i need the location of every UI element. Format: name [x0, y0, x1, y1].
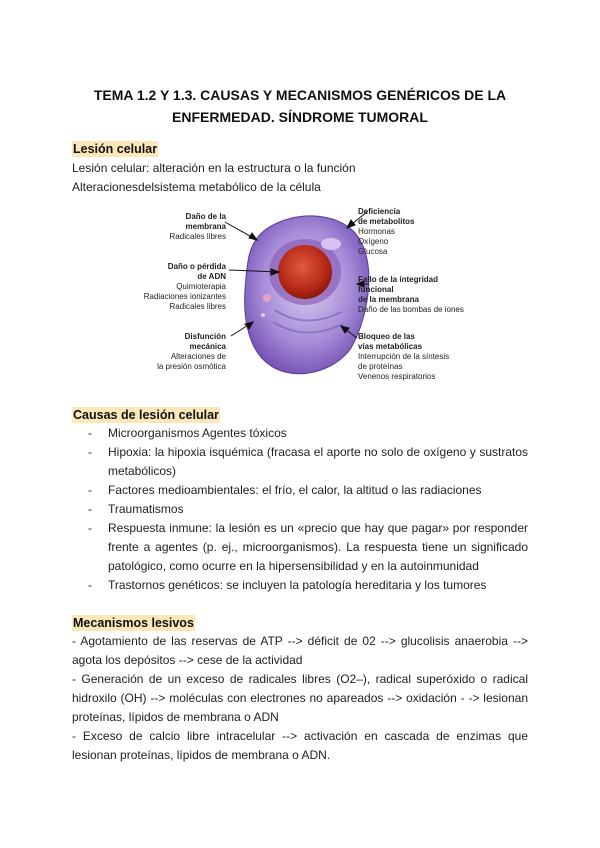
label-fallo-integridad: Fallo de la integridad funcional de la membrana Daño de las bombas de iones — [358, 275, 464, 314]
arrowhead — [249, 233, 257, 240]
mecanismos-heading: Mecanismos lesivos — [73, 616, 194, 630]
page-title — [60, 84, 540, 128]
mecanismo-1: - Agotamiento de las reservas de ATP --> déficit de 02 --> glucolisis anaerobia --> agota los depósitos --> cese de la actividad — [72, 634, 528, 667]
mecanismo-3: - Exceso de calcio libre intracelular --> activación en cascada de enzimas que lesionan proteínas, lípidos de membrana o ADN. — [72, 729, 528, 762]
list-item: - Hipoxia: la hipoxia isquémica (fracasa el aporte no solo de oxígeno y sustratos metabólicos) — [88, 445, 528, 478]
list-item: - Traumatismos — [88, 502, 184, 516]
label-dano-membrana: Daño de la membrana Radicales libres — [169, 212, 226, 241]
list-item: - Trastornos genéticos: se incluyen la patología hereditaria y los tumores — [88, 578, 487, 592]
vesicle — [263, 294, 271, 302]
list-item: - Respuesta inmune: la lesión es un «precio que hay que pagar» por responder frente a agentes (p. ej., microorganismos). La respuesta tiene un significado patológico, como ocurre en la hipersensibilidad y en la autoinmunidad — [88, 521, 528, 573]
organelle — [321, 238, 341, 250]
label-bloqueo-vias: Bloqueo de las vías metabólicas Interrupción de la síntesis de proteínas Venenos respiratorios — [358, 332, 450, 381]
arrowhead — [347, 220, 355, 228]
causas-heading: Causas de lesión celular — [73, 408, 219, 422]
title-line-2: ENFERMEDAD. SÍNDROME TUMORAL — [172, 109, 428, 125]
list-item: - Factores medioambientales: el frío, el calor, la altitud o las radiaciones — [88, 483, 482, 497]
vesicle — [261, 313, 265, 317]
label-disfuncion-mecanica: Disfunción mecánica Alteraciones de la presión osmótica — [157, 332, 226, 371]
lesion-line-2: Alteracionesdelsistema metabólico de la célula — [72, 180, 321, 194]
label-dano-adn: Daño o pérdida de ADN Quimioterapia Radiaciones ionizantes Radicales libres — [143, 262, 226, 311]
lesion-line-1: Lesión celular: alteración en la estructura o la función — [72, 161, 356, 175]
list-item: - Microorganismos Agentes tóxicos — [88, 426, 287, 440]
nucleus — [278, 245, 332, 299]
title-line-1: TEMA 1.2 Y 1.3. CAUSAS Y MECANISMOS GENÉRICOS DE LA — [93, 87, 507, 103]
lesion-heading: Lesión celular — [73, 142, 158, 156]
mecanismo-2: - Generación de un exceso de radicales libres (O2–), radical superóxido o radical hidroxilo (OH) --> moléculas con electrones no apareados --> oxidación - -> lesionan proteínas, lípidos de membrana o ADN — [72, 672, 528, 724]
causas-list — [72, 424, 528, 595]
label-deficiencia-metabolitos: Deficiencia de metabolitos Hormonas Oxígeno Glucosa — [358, 207, 415, 256]
